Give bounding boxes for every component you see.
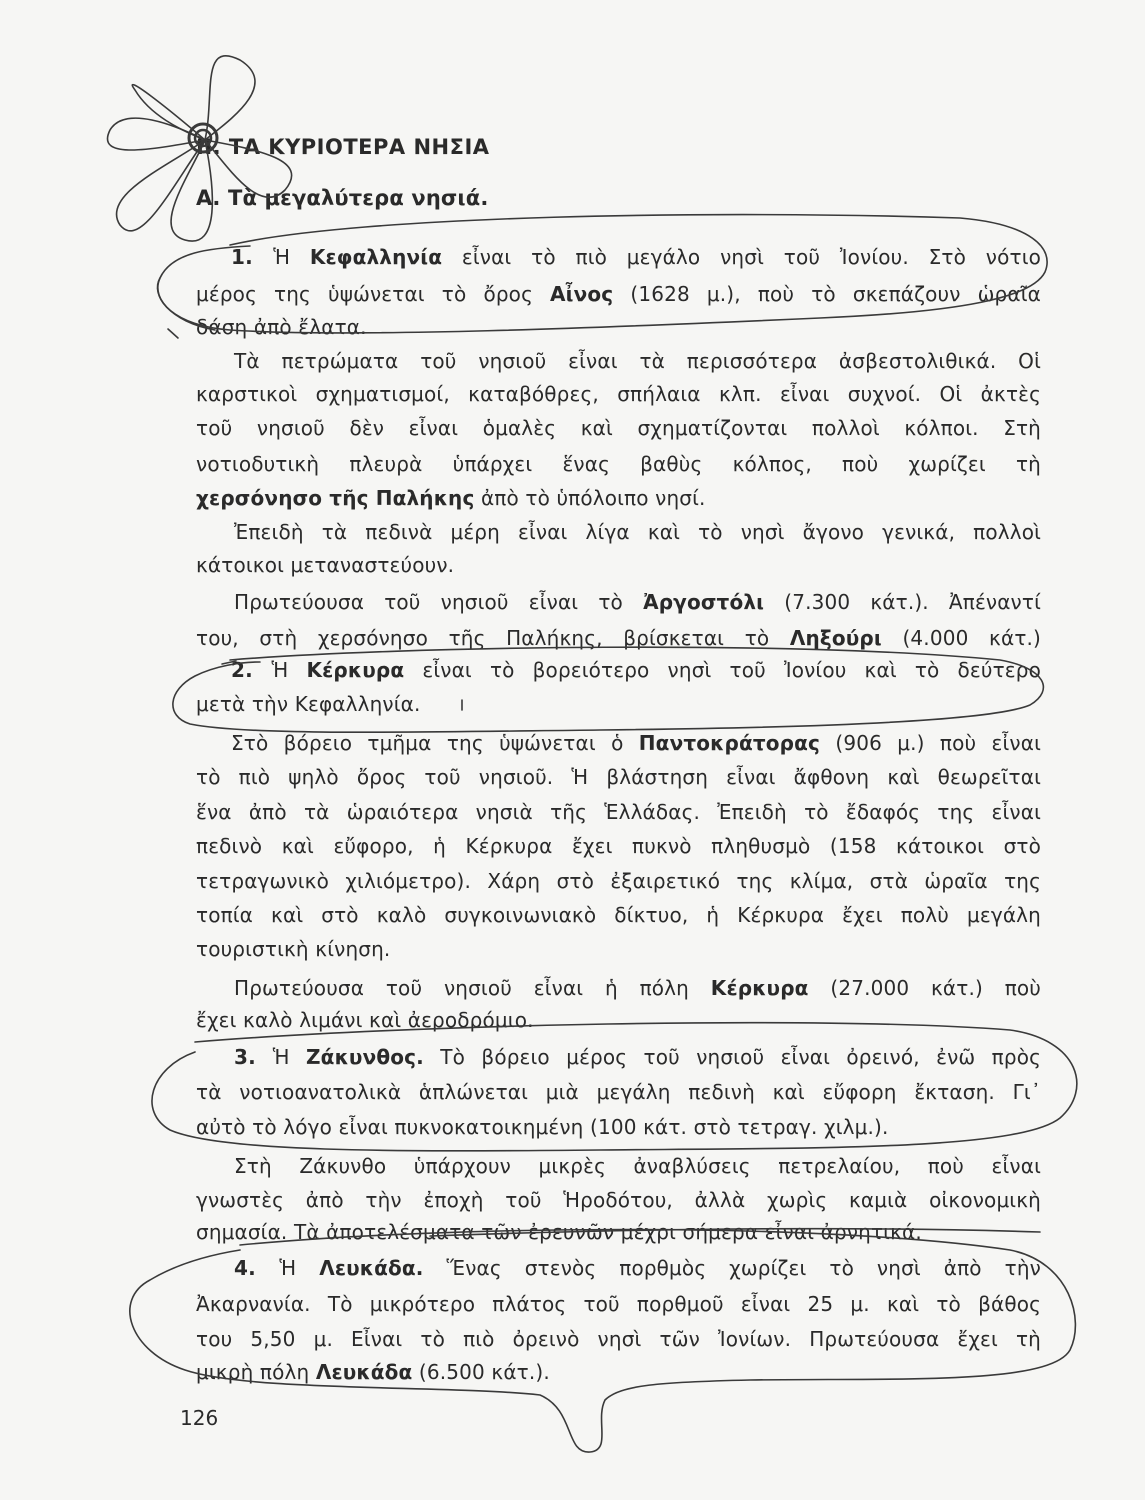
flower-petal-top — [132, 85, 205, 140]
text-line-14: μετὰ τὴν Κεφαλληνία. — [196, 692, 421, 716]
text-line-15: Στὸ βόρειο τμῆμα της ὑψώνεται ὁ Παντοκράτορας (906 μ.) ποὺ εἶναι — [231, 731, 1041, 755]
text-line-27: Στὴ Ζάκυνθο ὑπάρχουν μικρὲς ἀναβλύσεις πετρελαίου, ποὺ εἶναι — [234, 1154, 1041, 1178]
text-line-16: τὸ πιὸ ψηλὸ ὄρος τοῦ νησιοῦ. Ἡ βλάστηση εἶναι ἄφθονη καὶ θεωρεῖται — [196, 765, 1041, 789]
text-line-22: Πρωτεύουσα τοῦ νησιοῦ εἶναι ἡ πόλη Κέρκυρα (27.000 κάτ.) ποὺ — [234, 976, 1042, 1000]
subheading: Α. Τὰ μεγαλύτερα νησιά. — [196, 186, 489, 210]
text-line-4: Τὰ πετρώματα τοῦ νησιοῦ εἶναι τὰ περισσότερα ἀσβεστολιθικά. Οἱ — [234, 349, 1041, 373]
text-line-6: τοῦ νησιοῦ δὲν εἶναι ὁμαλὲς καὶ σχηματίζονται πολλοὶ κόλποι. Στὴ — [196, 416, 1041, 440]
text-line-9: Ἐπειδὴ τὰ πεδινὰ μέρη εἶναι λίγα καὶ τὸ νησὶ ἄγονο γενικά, πολλοὶ — [234, 520, 1041, 544]
text-line-13: 2. Ἡ Κέρκυρα εἶναι τὸ βορειότερο νησὶ τοῦ Ἰονίου καὶ τὸ δεύτερο — [231, 658, 1041, 682]
section-heading: II. ΤΑ ΚΥΡΙΟΤΕΡΑ ΝΗΣΙΑ — [196, 135, 490, 159]
text-line-1: 1. Ἡ Κεφαλληνία εἶναι τὸ πιὸ μεγάλο νησὶ τοῦ Ἰονίου. Στὸ νότιο — [231, 245, 1041, 269]
text-line-19: τετραγωνικὸ χιλιόμετρο). Χάρη στὸ ἐξαιρετικό της κλίμα, στὰ ὡραῖα της — [196, 869, 1041, 893]
text-line-30: 4. Ἡ Λευκάδα. Ἕνας στενὸς πορθμὸς χωρίζει τὸ νησὶ ἀπὸ τὴν — [234, 1256, 1041, 1280]
flower-petal-lower-left — [116, 140, 205, 231]
text-line-32: του 5,50 μ. Εἶναι τὸ πιὸ ὀρεινὸ νησὶ τῶν Ἰονίων. Πρωτεύουσα ἔχει τὴ — [196, 1327, 1041, 1351]
text-line-24: 3. Ἡ Ζάκυνθος. Τὸ βόρειο μέρος τοῦ νησιοῦ εἶναι ὀρεινό, ἐνῶ πρὸς — [234, 1045, 1041, 1069]
text-line-11: Πρωτεύουσα τοῦ νησιοῦ εἶναι τὸ Ἀργοστόλι (7.300 κάτ.). Ἀπέναντί — [234, 590, 1041, 614]
text-line-8: χερσόνησο τῆς Παλήκης ἀπὸ τὸ ὑπόλοιπο νησί. — [196, 486, 706, 510]
page-number: 126 — [180, 1406, 219, 1430]
text-line-20: τοπία καὶ στὸ καλὸ συγκοινωνιακὸ δίκτυο, ἡ Κέρκυρα ἔχει πολὺ μεγάλη — [196, 903, 1041, 927]
text-line-7: νοτιοδυτικὴ πλευρὰ ὑπάρχει ἕνας βαθὺς κόλπος, ποὺ χωρίζει τὴ — [196, 452, 1041, 476]
text-line-26: αὐτὸ τὸ λόγο εἶναι πυκνοκατοικημένη (100 κάτ. στὸ τετραγ. χιλμ.). — [196, 1115, 889, 1139]
text-line-17: ἕνα ἀπὸ τὰ ὡραιότερα νησιὰ τῆς Ἑλλάδας. Ἐπειδὴ τὸ ἔδαφός της εἶναι — [196, 800, 1041, 824]
text-line-23: ἔχει καλὸ λιμάνι καὶ ἀεροδρόμιο. — [196, 1008, 534, 1032]
text-line-33: μικρὴ πόλη Λευκάδα (6.500 κάτ.). — [196, 1360, 550, 1384]
text-line-18: πεδινὸ καὶ εὔφορο, ἡ Κέρκυρα ἔχει πυκνὸ πληθυσμὸ (158 κάτοικοι στὸ — [196, 834, 1041, 858]
flower-petal-upper — [205, 56, 255, 140]
text-line-28: γνωστὲς ἀπὸ τὴν ἐποχὴ τοῦ Ἡροδότου, ἀλλὰ χωρὶς καμιὰ οἰκονομικὴ — [196, 1188, 1041, 1212]
text-line-21: τουριστικὴ κίνηση. — [196, 937, 391, 961]
flower-petal-left — [107, 118, 205, 150]
text-line-2: μέρος της ὑψώνεται τὸ ὄρος Αἶνος (1628 μ.), ποὺ τὸ σκεπάζουν ὡραῖα — [196, 282, 1041, 306]
text-line-5: καρστικοὶ σχηματισμοί, καταβόθρες, σπήλαια κλπ. εἶναι συχνοί. Οἱ ἀκτὲς — [196, 382, 1041, 406]
text-line-25: τὰ νοτιοανατολικὰ ἁπλώνεται μιὰ μεγάλη πεδινὴ καὶ εὔφορη ἔκταση. Γι᾿ — [196, 1080, 1041, 1104]
text-line-3: δάση ἀπὸ ἔλατα. — [196, 315, 367, 339]
text-line-31: Ἀκαρνανία. Τὸ μικρότερο πλάτος τοῦ πορθμοῦ εἶναι 25 μ. καὶ τὸ βάθος — [196, 1292, 1041, 1316]
text-line-12: του, στὴ χερσόνησο τῆς Παλήκης, βρίσκεται τὸ Ληξούρι (4.000 κάτ.) — [196, 626, 1041, 650]
text-line-29: σημασία. Τὰ ἀποτελέσματα τῶν ἐρευνῶν μέχρι σήμερα εἶναι ἀρνητικά. — [196, 1220, 922, 1244]
text-line-10: κάτοικοι μεταναστεύουν. — [196, 553, 455, 577]
